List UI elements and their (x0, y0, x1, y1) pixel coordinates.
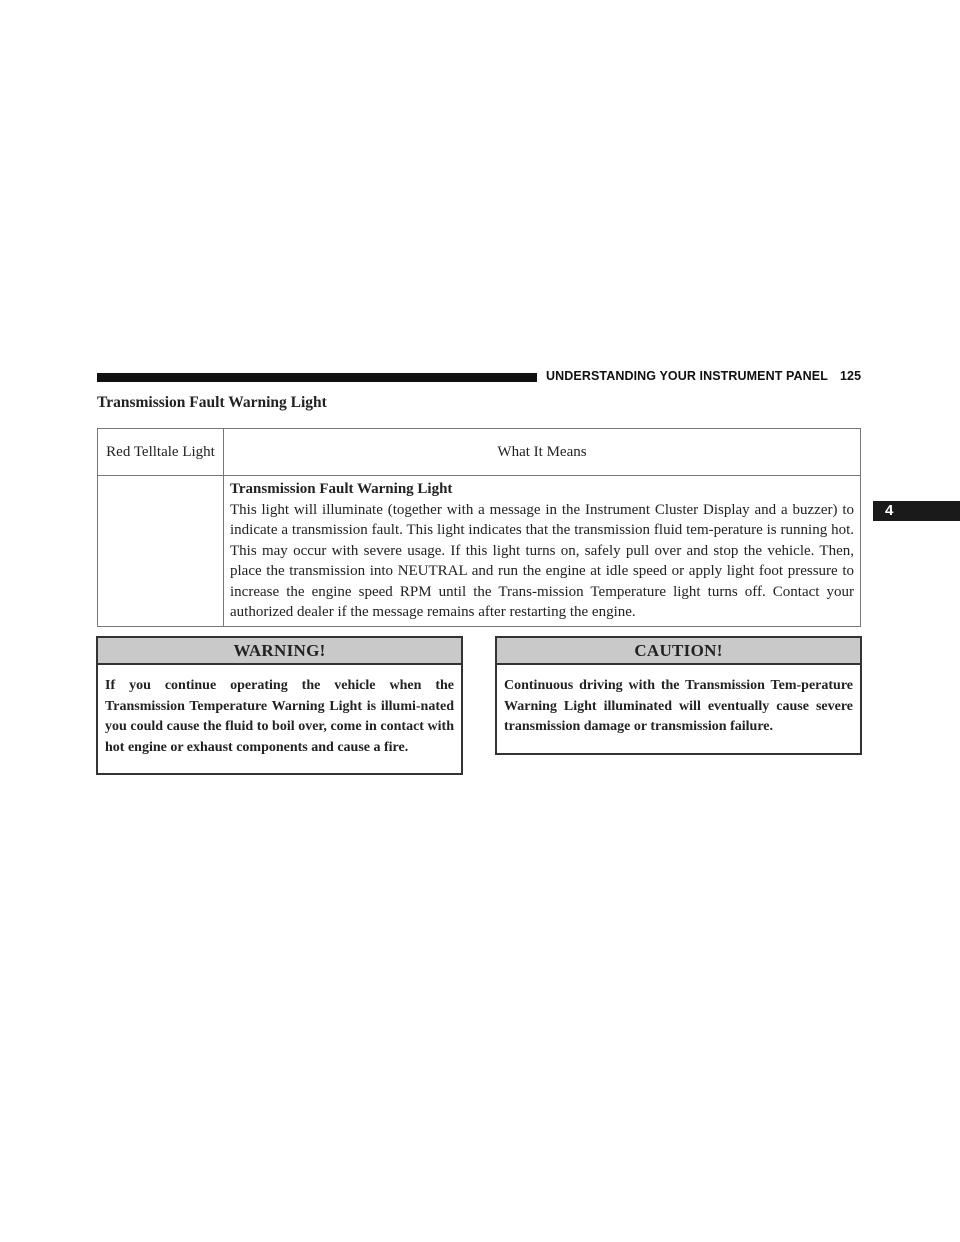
chapter-tab: 4 (873, 501, 960, 521)
warning-text: If you continue operating the vehicle when the Transmission Temperature Warning Light is illumi-nated you could cause the fluid to boil over, come in contact with hot engine or exhaust components and cause a fire. (105, 678, 454, 755)
running-header (546, 369, 861, 383)
telltale-description: This light will illuminate (together with a message in the Instrument Cluster Display and a buzzer) to indicate a transmission fault. This light indicates that the transmission fluid tem-perature is running hot. This may occur with severe usage. If this light turns on, safely pull over and stop the vehicle. Then, place the transmission into NEUTRAL and run the engine at idle speed or apply light foot pressure to increase the engine speed RPM until the Trans-mission Temperature light turns off. Contact your authorized dealer if the message remains after restarting the engine. (230, 501, 854, 620)
telltale-table (97, 428, 861, 627)
running-header-title: UNDERSTANDING YOUR INSTRUMENT PANEL (546, 369, 828, 383)
warning-box (96, 636, 463, 775)
column-header-telltale: Red Telltale Light (98, 429, 224, 476)
caution-title: CAUTION! (497, 638, 860, 665)
warning-title: WARNING! (98, 638, 461, 665)
caution-text: Continuous driving with the Transmission Tem-perature Warning Light illuminated will eventually cause severe transmission damage or transmission failure. (504, 678, 853, 734)
telltale-description-cell (224, 476, 861, 627)
section-heading: Transmission Fault Warning Light (97, 394, 327, 411)
caution-box (495, 636, 862, 755)
telltale-icon-cell (98, 476, 224, 627)
table-header-row (98, 429, 861, 476)
header-rule (97, 373, 537, 382)
telltale-name: Transmission Fault Warning Light (230, 481, 453, 497)
page-number: 125 (839, 369, 862, 383)
table-row (98, 476, 861, 627)
column-header-meaning: What It Means (224, 429, 861, 476)
